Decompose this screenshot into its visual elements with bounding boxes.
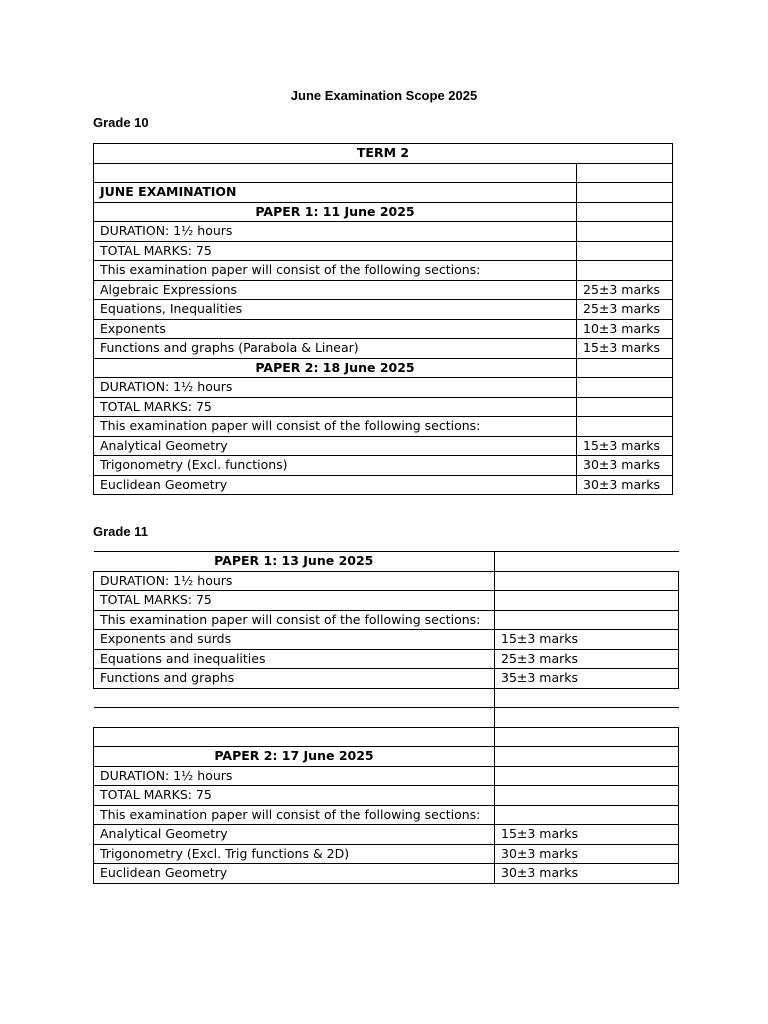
grade-10-row: [94, 280, 673, 300]
grade-10-marks-cell: [577, 261, 673, 281]
grade-10-row: [94, 163, 673, 183]
grade-10-row: [94, 436, 673, 456]
grade-10-marks-cell: 30±3 marks: [577, 475, 673, 495]
grade-10-topic-cell: Euclidean Geometry: [94, 475, 577, 495]
grade-11-marks-cell: 30±3 marks: [495, 844, 679, 864]
grade-11-row: [94, 727, 679, 747]
grade-11-row: [94, 649, 679, 669]
grade-11-marks-cell: [495, 786, 679, 806]
grade-10-topic-cell: PAPER 2: 18 June 2025: [94, 358, 577, 378]
grade-10-row: [94, 144, 673, 164]
grade-11-heading: Grade 11: [93, 524, 148, 539]
grade-11-marks-cell: 25±3 marks: [495, 649, 679, 669]
grade-11-row: [94, 688, 679, 708]
grade-11-topic-cell: TOTAL MARKS: 75: [94, 591, 495, 611]
grade-11-row: [94, 747, 679, 767]
grade-10-marks-cell: [577, 222, 673, 242]
grade-10-marks-cell: [577, 417, 673, 437]
grade-10-table: [93, 143, 673, 495]
grade-11-marks-cell: [495, 747, 679, 767]
grade-11-row: [94, 591, 679, 611]
grade-10-topic-cell: [94, 163, 577, 183]
grade-11-marks-cell: [495, 805, 679, 825]
grade-10-row: [94, 241, 673, 261]
grade-10-row: [94, 397, 673, 417]
grade-11-marks-cell: [495, 571, 679, 591]
grade-11-topic-cell: PAPER 2: 17 June 2025: [94, 747, 495, 767]
grade-11-row: [94, 766, 679, 786]
grade-10-topic-cell: PAPER 1: 11 June 2025: [94, 202, 577, 222]
grade-10-row: [94, 300, 673, 320]
grade-10-marks-cell: [577, 163, 673, 183]
grade-10-heading: Grade 10: [93, 115, 149, 130]
grade-10-marks-cell: [577, 397, 673, 417]
grade-11-topic-cell: Analytical Geometry: [94, 825, 495, 845]
grade-10-topic-cell: DURATION: 1½ hours: [94, 378, 577, 398]
grade-11-marks-cell: [495, 591, 679, 611]
grade-10-marks-cell: [577, 358, 673, 378]
grade-11-marks-cell: [495, 552, 679, 572]
grade-10-marks-cell: 15±3 marks: [577, 436, 673, 456]
grade-11-marks-cell: [495, 766, 679, 786]
grade-11-topic-cell: Functions and graphs: [94, 669, 495, 689]
grade-11-topic-cell: Exponents and surds: [94, 630, 495, 650]
grade-11-row: [94, 844, 679, 864]
grade-11-topic-cell: TOTAL MARKS: 75: [94, 786, 495, 806]
grade-10-row: [94, 261, 673, 281]
grade-11-row: [94, 669, 679, 689]
grade-10-topic-cell: TOTAL MARKS: 75: [94, 397, 577, 417]
grade-10-marks-cell: [577, 378, 673, 398]
grade-10-marks-cell: 15±3 marks: [577, 339, 673, 359]
grade-10-marks-cell: 10±3 marks: [577, 319, 673, 339]
grade-11-marks-cell: 15±3 marks: [495, 630, 679, 650]
grade-11-marks-cell: [495, 688, 679, 708]
grade-11-topic-cell: DURATION: 1½ hours: [94, 571, 495, 591]
grade-10-row: [94, 456, 673, 476]
grade-11-topic-cell: This examination paper will consist of the following sections:: [94, 610, 495, 630]
grade-10-topic-cell: DURATION: 1½ hours: [94, 222, 577, 242]
grade-10-marks-cell: [577, 241, 673, 261]
grade-10-row: [94, 475, 673, 495]
grade-11-topic-cell: Trigonometry (Excl. Trig functions & 2D): [94, 844, 495, 864]
grade-11-row: [94, 864, 679, 884]
grade-10-topic-cell: This examination paper will consist of the following sections:: [94, 261, 577, 281]
grade-10-row: [94, 202, 673, 222]
grade-10-marks-cell: [577, 183, 673, 203]
grade-11-row: [94, 805, 679, 825]
grade-10-topic-cell: Functions and graphs (Parabola & Linear): [94, 339, 577, 359]
grade-11-row: [94, 708, 679, 728]
grade-11-topic-cell: [94, 727, 495, 747]
grade-11-marks-cell: [495, 708, 679, 728]
grade-10-topic-cell: Equations, Inequalities: [94, 300, 577, 320]
grade-10-marks-cell: 25±3 marks: [577, 280, 673, 300]
grade-11-row: [94, 610, 679, 630]
grade-11-topic-cell: Euclidean Geometry: [94, 864, 495, 884]
grade-11-row: [94, 630, 679, 650]
grade-11-row: [94, 786, 679, 806]
grade-10-topic-cell: JUNE EXAMINATION: [94, 183, 577, 203]
grade-10-row: [94, 358, 673, 378]
grade-11-topic-cell: [94, 708, 495, 728]
grade-11-table: [93, 551, 679, 884]
grade-10-row: [94, 417, 673, 437]
grade-11-row: [94, 552, 679, 572]
grade-11-topic-cell: Equations and inequalities: [94, 649, 495, 669]
grade-11-marks-cell: [495, 727, 679, 747]
grade-11-row: [94, 571, 679, 591]
grade-11-marks-cell: 35±3 marks: [495, 669, 679, 689]
grade-10-row: [94, 378, 673, 398]
grade-10-topic-cell: Trigonometry (Excl. functions): [94, 456, 577, 476]
grade-10-topic-cell: TERM 2: [94, 144, 673, 164]
grade-10-row: [94, 183, 673, 203]
grade-10-topic-cell: Algebraic Expressions: [94, 280, 577, 300]
grade-10-topic-cell: TOTAL MARKS: 75: [94, 241, 577, 261]
grade-11-topic-cell: [94, 688, 495, 708]
grade-10-marks-cell: 30±3 marks: [577, 456, 673, 476]
grade-10-marks-cell: 25±3 marks: [577, 300, 673, 320]
grade-10-row: [94, 319, 673, 339]
grade-11-topic-cell: PAPER 1: 13 June 2025: [94, 552, 495, 572]
grade-10-topic-cell: Analytical Geometry: [94, 436, 577, 456]
grade-11-topic-cell: DURATION: 1½ hours: [94, 766, 495, 786]
grade-11-marks-cell: 30±3 marks: [495, 864, 679, 884]
grade-11-topic-cell: This examination paper will consist of the following sections:: [94, 805, 495, 825]
document-title: June Examination Scope 2025: [290, 88, 478, 103]
grade-10-marks-cell: [577, 202, 673, 222]
grade-11-marks-cell: [495, 610, 679, 630]
grade-10-row: [94, 222, 673, 242]
grade-10-row: [94, 339, 673, 359]
grade-11-row: [94, 825, 679, 845]
grade-10-topic-cell: Exponents: [94, 319, 577, 339]
grade-10-topic-cell: This examination paper will consist of the following sections:: [94, 417, 577, 437]
grade-11-marks-cell: 15±3 marks: [495, 825, 679, 845]
